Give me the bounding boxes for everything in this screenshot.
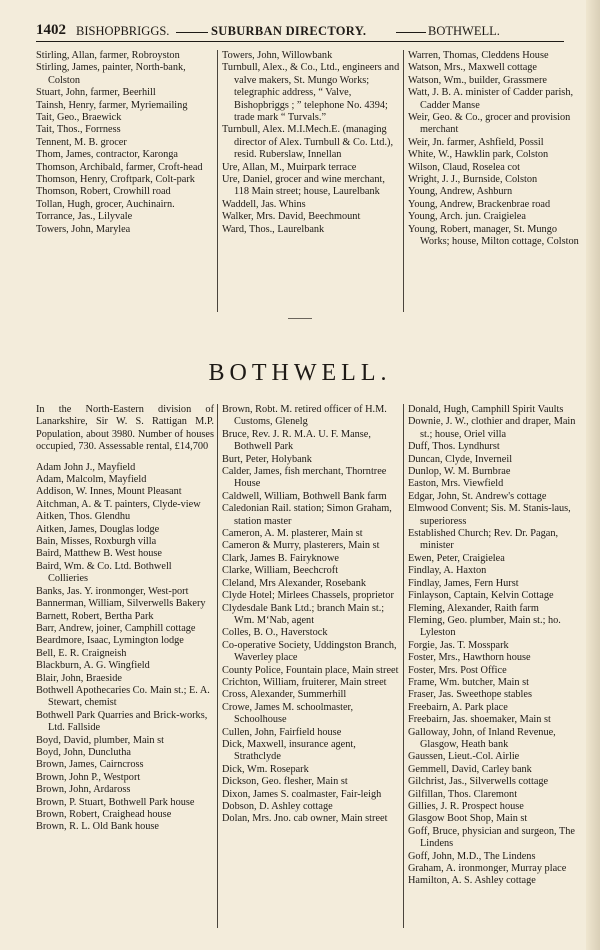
directory-entry: Gillies, J. R. Prospect house — [408, 801, 524, 812]
directory-entry: Thomson, Henry, Croftpark, Colt-park — [36, 174, 195, 186]
place-intro: In the North-Eastern division of Lanarkshire, Sir W. S. Rattigan M.P. Population, about 3980. Number of houses occupied, 730. Assessable rental, £14,700 — [36, 404, 214, 453]
directory-entry: Aitchman, A. & T. painters, Clyde-view — [36, 498, 201, 510]
directory-entry: Barr, Andrew, joiner, Camphill cottage — [36, 622, 196, 634]
bottom-column-3 — [408, 404, 580, 888]
directory-entry: Duff, Thos. Lyndhurst — [408, 441, 500, 453]
directory-entry: Brown, James, Cairncross — [36, 759, 144, 771]
directory-entry: Hamilton, A. S. Ashley cottage — [408, 875, 536, 887]
header-rule-left — [176, 32, 208, 33]
directory-entry: Adam, Malcolm, Mayfield — [36, 474, 147, 486]
directory-entry: Cross, Alexander, Summerhill — [222, 689, 347, 701]
directory-entry: Frame, Wm. butcher, Main st — [408, 676, 529, 688]
header-title: SUBURBAN DIRECTORY. — [211, 24, 367, 38]
directory-entry: Galloway, John, of Inland Revenue, Glasgow, Heath bank — [408, 726, 556, 750]
directory-entry: Tait, Geo., Braewick — [36, 112, 122, 124]
directory-entry: Young, Arch. jun. Craigielea — [408, 211, 526, 223]
directory-entry: Goff, Bruce, physician and surgeon, The Lindens — [408, 825, 576, 850]
directory-entry: Weir, Geo. & Co., grocer and provision merchant — [408, 112, 571, 136]
directory-entry: Watson, Wm., builder, Grassmere — [408, 74, 547, 86]
directory-entry: Cameron & Murry, plasterers, Main st — [222, 540, 380, 552]
directory-entry: County Police, Fountain place, Main street — [222, 664, 399, 676]
directory-entry: Crichton, William, fruiterer, Main street — [222, 676, 387, 688]
directory-entry: Brown, Robt. M. retired officer of H.M. Customs, Glenelg — [222, 404, 387, 428]
directory-entry: Towers, John, Willowbank — [222, 50, 333, 61]
directory-entry: Co-operative Society, Uddingston Branch, Waverley place — [222, 639, 397, 664]
directory-entry: Ward, Thos., Laurelbank — [222, 223, 325, 235]
header-left-place: BISHOPBRIGGS. — [76, 24, 170, 38]
directory-entry: Barnett, Robert, Bertha Park — [36, 610, 154, 622]
directory-entry: Fraser, Jas. Sweethope stables — [408, 689, 532, 701]
directory-entry: Blackburn, A. G. Wingfield — [36, 660, 150, 672]
directory-entry: Freebairn, Jas. shoemaker, Main st — [408, 714, 551, 726]
directory-entry: Wright, J. J., Burnside, Colston — [408, 174, 538, 186]
directory-entry: Aitken, James, Douglas lodge — [36, 523, 160, 535]
directory-entry: Waddell, Jas. Whins — [222, 198, 306, 210]
header-underline — [36, 41, 564, 42]
directory-entry: Brown, P. Stuart, Bothwell Park house — [36, 796, 195, 808]
directory-entry: Brown, John, Ardaross — [36, 784, 131, 796]
directory-entry: Dunlop, W. M. Burnbrae — [408, 466, 511, 478]
directory-entry: Bruce, Rev. J. R. M.A. U. F. Manse, Bothwell Park — [222, 428, 371, 453]
directory-entry: Finlayson, Captain, Kelvin Cottage — [408, 590, 554, 602]
page-header — [36, 22, 566, 42]
directory-entry: Bain, Misses, Roxburgh villa — [36, 536, 157, 548]
directory-entry: Established Church; Rev. Dr. Pagan, minister — [408, 528, 559, 552]
directory-entry: Tollan, Hugh, grocer, Auchinairn. — [36, 198, 175, 210]
directory-entry: Baird, Matthew B. West house — [36, 548, 162, 560]
directory-entry: Bell, E. R. Craigneish — [36, 647, 127, 659]
directory-entry: Tennent, M. B. grocer — [36, 136, 127, 148]
directory-entry: Brown, R. L. Old Bank house — [36, 821, 159, 833]
directory-entry: Caldwell, William, Bothwell Bank farm — [222, 490, 387, 502]
directory-entry: Bannerman, William, Silverwells Bakery — [36, 598, 206, 610]
directory-entry: Colles, B. O., Haverstock — [222, 627, 328, 639]
directory-entry: Dobson, D. Ashley cottage — [222, 801, 333, 812]
directory-entry: Stuart, John, farmer, Beerhill — [36, 87, 156, 99]
directory-entry: Blair, John, Braeside — [36, 672, 122, 684]
directory-entry: Crowe, James M. schoolmaster, Schoolhouse — [222, 701, 354, 726]
directory-entry: Stirling, Allan, farmer, Robroyston — [36, 50, 180, 61]
directory-entry: Cullen, John, Fairfield house — [222, 726, 342, 738]
directory-entry: Duncan, Clyde, Inverneil — [408, 453, 513, 465]
directory-entry: Cameron, A. M. plasterer, Main st — [222, 528, 363, 540]
directory-entry: Thomson, Archibald, farmer, Croft-head — [36, 161, 203, 173]
directory-entry: Fleming, Geo. plumber, Main st.; ho. Lyleston — [408, 614, 561, 639]
directory-entry: Cleland, Mrs Alexander, Rosebank — [222, 577, 367, 589]
directory-entry: Young, Andrew, Brackenbrae road — [408, 198, 551, 210]
directory-entry: Gaussen, Lieut.-Col. Airlie — [408, 751, 520, 763]
directory-entry: Torrance, Jas., Lilyvale — [36, 211, 133, 223]
bottom-column-2 — [222, 404, 400, 826]
directory-entry: Adam John J., Mayfield — [36, 461, 136, 473]
directory-entry: Clark, James B. Fairyknowe — [222, 552, 339, 564]
column-rule — [217, 404, 218, 928]
directory-entry: Bothwell Park Quarries and Brick-works, Ltd. Fallside — [36, 709, 208, 734]
place-heading: BOTHWELL. — [208, 360, 392, 386]
directory-entry: Goff, John, M.D., The Lindens — [408, 850, 536, 862]
directory-entry: Gilchrist, Jas., Silverwells cottage — [408, 776, 549, 788]
directory-entry: Easton, Mrs. Viewfield — [408, 478, 504, 490]
directory-entry: Thomson, Robert, Crowhill road — [36, 186, 171, 198]
directory-entry: Caledonian Rail. station; Simon Graham, station master — [222, 503, 392, 527]
column-rule — [217, 50, 218, 312]
directory-entry: White, W., Hawklin park, Colston — [408, 149, 549, 161]
directory-entry: Foster, Mrs., Hawthorn house — [408, 652, 531, 664]
directory-entry: Tainsh, Henry, farmer, Myriemailing — [36, 99, 188, 111]
directory-entry: Turnbull, Alex. M.I.Mech.E. (managing director of Alex. Turnbull & Co. Ltd.), resid. Ruberslaw, Innellan — [222, 124, 394, 161]
directory-entry: Foster, Mrs. Post Office — [408, 664, 507, 676]
directory-entry: Findlay, A. Haxton — [408, 565, 487, 577]
directory-entry: Elmwood Convent; Sis. M. Stanis-laus, superioress — [408, 503, 571, 527]
directory-entry: Walker, Mrs. David, Beechmount — [222, 211, 361, 223]
directory-entry: Dickson, Geo. flesher, Main st — [222, 776, 348, 788]
directory-entry: Glasgow Boot Shop, Main st — [408, 813, 528, 825]
directory-entry: Brown, Robert, Craighead house — [36, 809, 172, 820]
directory-entry: Gilfillan, Thos. Claremont — [408, 788, 518, 800]
bottom-column-1 — [36, 404, 214, 834]
column-rule — [403, 50, 404, 312]
directory-entry: Beardmore, Isaac, Lymington lodge — [36, 635, 184, 647]
directory-entry: Stirling, James, painter, North-bank, Colston — [36, 62, 186, 86]
directory-entry: Dick, Wm. Rosepark — [222, 763, 309, 775]
header-rule-right — [396, 32, 426, 33]
directory-entry: Calder, James, fish merchant, Thorntree House — [222, 466, 387, 490]
directory-entry: Young, Andrew, Ashburn — [408, 186, 513, 198]
directory-entry: Ure, Daniel, grocer and wine merchant, 118 Main street; house, Laurelbank — [222, 174, 385, 198]
directory-entry: Dick, Maxwell, insurance agent, Strathclyde — [222, 738, 356, 763]
directory-entry: Banks, Jas. Y. ironmonger, West-port — [36, 585, 189, 597]
directory-entry: Clydesdale Bank Ltd.; branch Main st.; Wm. M‘Nab, agent — [222, 602, 385, 626]
directory-entry: Baird, Wm. & Co. Ltd. Bothwell Collieries — [36, 560, 172, 585]
directory-entry: Donald, Hugh, Camphill Spirit Vaults — [408, 404, 564, 415]
directory-entry: Bothwell Apothecaries Co. Main st.; E. A. Stewart, chemist — [36, 684, 210, 709]
page-binding-edge — [586, 0, 600, 950]
top-column-2 — [222, 50, 400, 236]
directory-entry: Watson, Mrs., Maxwell cottage — [408, 62, 537, 74]
directory-entry: Edgar, John, St. Andrew's cottage — [408, 490, 547, 502]
directory-entry: Gemmell, David, Carley bank — [408, 763, 532, 775]
directory-entry: Ure, Allan, M., Muirpark terrace — [222, 161, 357, 173]
directory-entry: Forgie, Jas. T. Mosspark — [408, 639, 509, 651]
directory-entry: Tait, Thos., Forrness — [36, 124, 121, 136]
directory-entry: Burt, Peter, Holybank — [222, 453, 312, 465]
directory-entry: Aitken, Thos. Glendhu — [36, 511, 131, 523]
directory-entry: Addison, W. Innes, Mount Pleasant — [36, 486, 182, 498]
directory-entry: Young, Robert, manager, St. Mungo Works; house, Milton cottage, Colston — [408, 223, 579, 248]
page-number: 1402 — [36, 22, 66, 38]
directory-entry: Thom, James, contractor, Karonga — [36, 149, 178, 161]
directory-entry: Turnbull, Alex., & Co., Ltd., engineers and valve makers, St. Mungo Works; telegraphic address, “ Valve, Bishopbriggs ; ” telephone No. 4394; trade mark “ Turvals.” — [222, 62, 400, 124]
directory-entry: Downie, J. W., clothier and draper, Main st.; house, Oriel villa — [408, 416, 576, 440]
directory-entry: Watt, J. B. A. minister of Cadder parish, Cadder Manse — [408, 87, 574, 111]
top-column-3 — [408, 50, 580, 249]
column-rule — [403, 404, 404, 928]
directory-entry: Towers, John, Marylea — [36, 223, 131, 235]
directory-entry: Fleming, Alexander, Raith farm — [408, 602, 539, 614]
directory-entry: Freebairn, A. Park place — [408, 701, 508, 713]
top-column-1 — [36, 50, 214, 236]
directory-entry: Warren, Thomas, Cleddens House — [408, 50, 549, 61]
directory-entry: Boyd, David, plumber, Main st — [36, 734, 165, 746]
section-divider — [288, 318, 312, 319]
directory-entry: Brown, John P., Westport — [36, 771, 141, 783]
directory-entry: Wilson, Claud, Roselea cot — [408, 161, 520, 173]
directory-entry: Graham, A. ironmonger, Murray place — [408, 863, 567, 875]
directory-entry: Ewen, Peter, Craigielea — [408, 552, 505, 564]
directory-entry: Clyde Hotel; Mirlees Chassels, proprietor — [222, 590, 394, 602]
directory-entry: Findlay, James, Fern Hurst — [408, 577, 519, 589]
directory-entry: Boyd, John, Dunclutha — [36, 746, 131, 758]
directory-entry: Dixon, James S. coalmaster, Fair-leigh — [222, 788, 382, 800]
directory-entry: Dolan, Mrs. Jno. cab owner, Main street — [222, 813, 388, 825]
header-right-place: BOTHWELL. — [428, 24, 500, 38]
directory-entry: Clarke, William, Beechcroft — [222, 565, 339, 577]
directory-entry: Weir, Jn. farmer, Ashfield, Possil — [408, 136, 544, 148]
